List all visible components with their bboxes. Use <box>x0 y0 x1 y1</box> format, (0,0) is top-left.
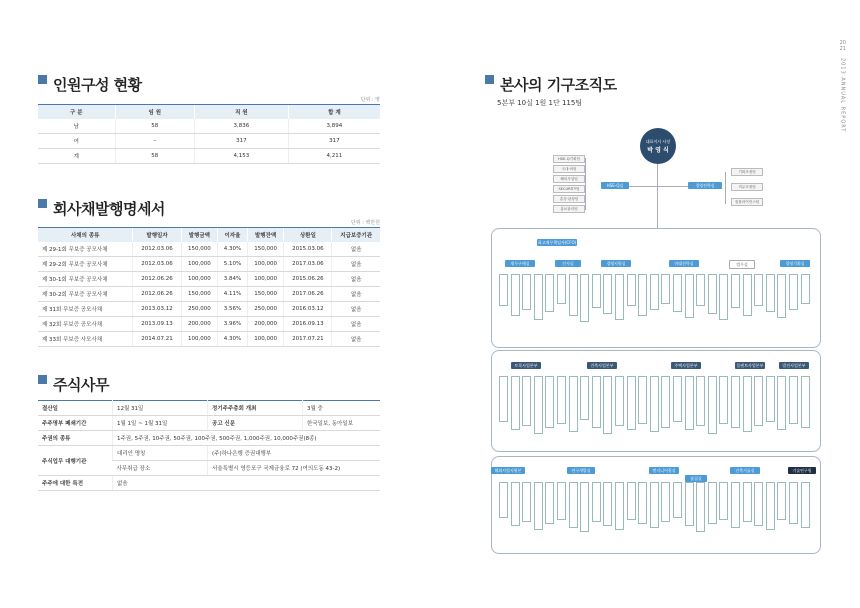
table-row: 주식업무 대행기관 대리인 명칭 (주)하나은행 증권대행부 <box>38 446 380 461</box>
team-box <box>719 482 728 520</box>
col-header: 발행금액 <box>181 228 218 243</box>
personnel-unit: 단위 : 명 <box>360 97 380 103</box>
division-node: 품질실 <box>685 475 707 482</box>
team-box <box>708 482 717 524</box>
team-box <box>580 376 589 420</box>
personnel-title: 인원구성 현황 <box>38 74 142 95</box>
team-box <box>708 376 717 434</box>
team-box <box>569 274 578 316</box>
team-box <box>743 376 752 432</box>
division-node: 법무실 <box>729 260 755 269</box>
team-box <box>743 274 752 316</box>
division-node: 엔지니어링실 <box>649 467 679 474</box>
personnel-table <box>38 104 380 164</box>
table-row: 제 32회 무보증 공모사채 2013.09.13 200,000 3.96% 200,000 2016.09.13 없음 <box>38 317 380 332</box>
col-header: 이자율 <box>218 228 248 243</box>
team-box <box>789 376 798 424</box>
team-box <box>534 274 543 320</box>
col-header: 직 원 <box>194 105 288 120</box>
table-row: 결산일 12월 31일 정기주주총회 개최 3월 중 <box>38 401 380 416</box>
team-box <box>801 482 810 528</box>
team-box <box>766 482 775 530</box>
section-marker-icon <box>38 75 47 84</box>
team-box <box>569 376 578 432</box>
team-box <box>522 274 531 310</box>
team-box <box>569 482 578 528</box>
team-box <box>592 482 601 522</box>
team-box <box>603 376 612 434</box>
connector-line <box>657 164 658 228</box>
table-row: 제 31회 무보증 공모사채 2013.03.12 250,000 3.56% 250,000 2016.03.12 없음 <box>38 302 380 317</box>
staff-item: 기획조정팀 <box>731 168 763 176</box>
team-box <box>650 274 659 310</box>
team-box <box>731 274 740 308</box>
division-node: 경영기획실 <box>780 260 810 267</box>
stock-table <box>38 400 380 491</box>
org-title: 본사의 기구조직도 <box>485 74 617 95</box>
team-box <box>708 274 717 314</box>
staff-item: 국내·외팀 <box>553 165 585 173</box>
team-box <box>673 376 682 422</box>
team-box <box>777 376 786 430</box>
team-box <box>557 274 566 304</box>
division-node: 재무구매실 <box>505 260 535 267</box>
team-box <box>685 376 694 430</box>
team-box <box>696 274 705 306</box>
hub-right: 경영전략실 <box>688 182 722 189</box>
cfo-node: 최고재무책임자(CFO) <box>537 240 577 245</box>
team-box <box>661 274 670 304</box>
division-node: 연구개발실 <box>567 467 595 474</box>
team-box <box>592 376 601 428</box>
team-box <box>638 482 647 524</box>
table-row: 제 30-2회 무보증 공모사채 2012.06.26 150,000 4.11% 150,000 2017.06.26 없음 <box>38 287 380 302</box>
division-node: 토목사업본부 <box>511 362 541 369</box>
division-node: 발전사업본부 <box>779 362 809 369</box>
team-box <box>731 482 740 528</box>
team-box <box>534 482 543 530</box>
table-row: 계 58 4,153 4,211 <box>38 149 380 164</box>
page-number: 20 <box>839 40 846 46</box>
team-box <box>557 376 566 424</box>
section-marker-icon <box>38 199 47 208</box>
right-page <box>485 0 825 608</box>
table-row: 제 29-2회 무보증 공모사채 2012.03.06 100,000 5.10% 100,000 2017.03.06 없음 <box>38 257 380 272</box>
team-box <box>673 482 682 518</box>
division-node: 건축기술실 <box>730 467 760 474</box>
team-box <box>627 274 636 306</box>
staff-item: 컴플라이언스팀 <box>731 198 763 206</box>
connector-line <box>621 186 693 187</box>
staff-item: SECURITY팀 <box>553 185 585 193</box>
division-node: 건축사업본부 <box>587 362 617 369</box>
connector-line <box>585 158 586 210</box>
team-box <box>754 376 763 426</box>
division-node: 플랜트사업본부 <box>736 363 764 368</box>
team-box <box>638 274 647 316</box>
table-row: 제 33회 무보증 사모사채 2014.07.21 100,000 4.30% 100,000 2017.07.21 없음 <box>38 332 380 347</box>
team-box <box>754 482 763 526</box>
connector-line <box>725 172 726 204</box>
team-box <box>545 482 554 524</box>
team-box <box>731 376 740 428</box>
team-box <box>638 376 647 424</box>
team-box <box>511 376 520 430</box>
team-box <box>580 274 589 322</box>
team-box <box>627 376 636 430</box>
division-node: 인사실 <box>555 260 581 267</box>
team-box <box>534 376 543 434</box>
table-row: 주주명부 폐쇄기간 1월 1일 ~ 1월 31일 공고 신문 한국일보, 동아일보 <box>38 416 380 431</box>
table-row: 제 30-1회 무보증 공모사채 2012.06.26 100,000 3.84% 100,000 2015.06.26 없음 <box>38 272 380 287</box>
team-box <box>545 274 554 312</box>
team-box <box>522 482 531 522</box>
col-header: 합 계 <box>288 105 380 120</box>
team-box <box>673 274 682 312</box>
division-node: 기술연구원 <box>788 467 816 474</box>
table-row: 여 – 317 317 <box>38 134 380 149</box>
col-header: 사채의 종류 <box>38 228 133 243</box>
team-box <box>499 274 508 306</box>
staff-item: 해외사업팀 <box>553 175 585 183</box>
col-header: 상환일 <box>284 228 332 243</box>
team-box <box>661 376 670 428</box>
staff-item: 총칭·관청팀 <box>553 195 585 203</box>
team-box <box>766 376 775 422</box>
team-box <box>603 274 612 314</box>
team-box <box>719 274 728 320</box>
section-marker-icon <box>38 375 47 384</box>
staff-item: 홍보관리팀 <box>553 205 585 213</box>
team-box <box>719 376 728 424</box>
bonds-title: 회사채발행명세서 <box>38 198 165 219</box>
team-box <box>603 482 612 526</box>
staff-item: HSE-Q기획팀 <box>553 155 585 163</box>
team-box <box>650 376 659 432</box>
col-header: 구 분 <box>38 105 115 120</box>
hub-left: HSE-Q실 <box>601 182 629 189</box>
col-header: 발행일자 <box>133 228 181 243</box>
team-box <box>522 376 531 426</box>
stock-title: 주식사무 <box>38 374 109 395</box>
team-box <box>499 376 508 422</box>
team-box <box>627 482 636 520</box>
col-header: 발행잔액 <box>247 228 284 243</box>
team-box <box>685 274 694 318</box>
team-box <box>615 274 624 320</box>
team-box <box>696 376 705 426</box>
division-node: 미래전략실 <box>669 260 699 267</box>
team-box <box>511 482 520 526</box>
org-subtitle: 5본부 10실 1원 1단 115팀 <box>497 99 583 107</box>
ceo-node: 대표이사 사장 박 영 식 <box>640 128 676 164</box>
team-box <box>766 274 775 312</box>
team-box <box>661 482 670 522</box>
bonds-unit: 단위 : 백만원 <box>350 220 380 226</box>
col-header: 지급보증기관 <box>332 228 380 243</box>
division-node: 해외사업지원본 <box>491 467 525 474</box>
table-row: 주권의 종류 1주권, 5주권, 10주권, 50주권, 100주권, 500주권, 1,000주권, 10,000주권(8종) <box>38 431 380 446</box>
team-box <box>511 274 520 316</box>
team-box <box>801 376 810 428</box>
team-box <box>580 482 589 532</box>
team-box <box>696 482 705 532</box>
team-box <box>650 482 659 528</box>
division-node: 경영지원실 <box>601 260 631 267</box>
table-row: 제 29-1회 무보증 공모사채 2012.03.06 150,000 4.30% 150,000 2015.03.06 없음 <box>38 242 380 257</box>
table-row: 주주에 대한 특전 없음 <box>38 476 380 491</box>
team-box <box>499 482 508 518</box>
team-box <box>685 482 694 526</box>
team-box <box>592 274 601 308</box>
table-row: 남 58 3,836 3,894 <box>38 119 380 134</box>
team-box <box>789 482 798 524</box>
table-row: 사무취급 장소 서울특별시 영등포구 국제금융로 72 (여의도동 43-2) <box>38 461 380 476</box>
section-marker-icon <box>485 75 494 84</box>
team-box <box>789 274 798 310</box>
team-box <box>615 376 624 426</box>
col-header: 임 원 <box>115 105 194 120</box>
page-number-block <box>840 40 846 132</box>
staff-item: 직무조정팀 <box>731 183 763 191</box>
side-text: 2013 ANNUAL REPORT <box>839 58 846 133</box>
team-box <box>615 482 624 530</box>
team-box <box>545 376 554 428</box>
team-box <box>754 274 763 306</box>
team-box <box>801 274 810 304</box>
page-number: 21 <box>839 46 846 52</box>
team-box <box>777 482 786 520</box>
team-box <box>557 482 566 520</box>
division-node: 주택사업본부 <box>671 362 701 369</box>
team-box <box>743 482 752 522</box>
team-box <box>777 274 786 318</box>
bonds-table <box>38 227 380 347</box>
